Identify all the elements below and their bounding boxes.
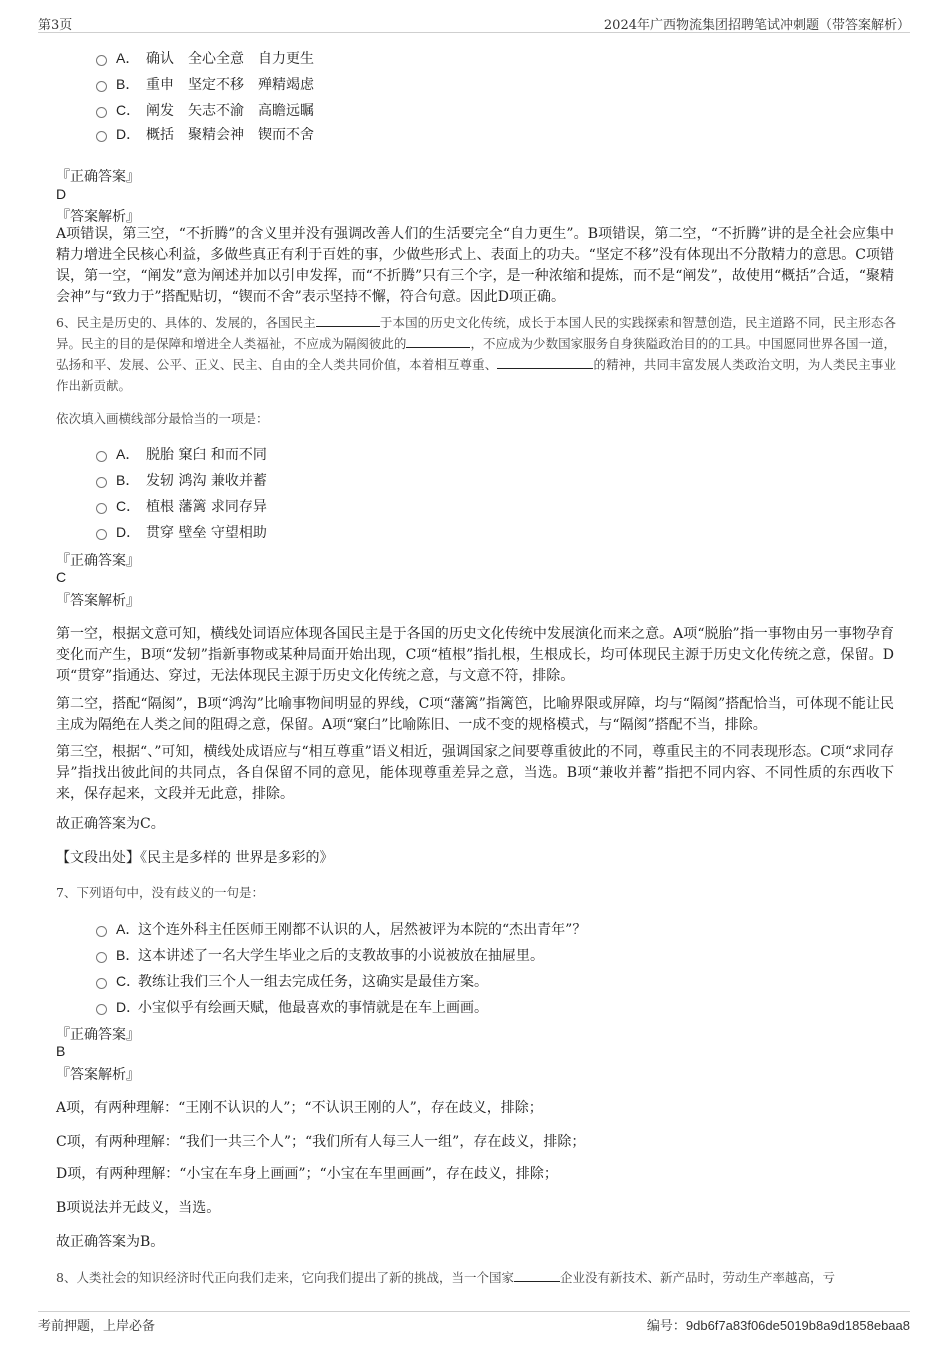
q7-analysis-3: D项，有两种理解：“小宝在车身上画画”；“小宝在车里画画”，存在歧义，排除； (56, 1166, 558, 1182)
radio-icon[interactable] (96, 451, 107, 462)
q6-answer-label: 『正确答案』 (56, 553, 140, 569)
q7-analysis-1: A项，有两种理解：“王刚不认识的人”；“不认识王刚的人”，存在歧义，排除； (56, 1100, 543, 1116)
radio-icon[interactable] (96, 477, 107, 488)
q6-option-c[interactable]: C． 植根 藩篱 求同存异 (96, 496, 267, 516)
radio-icon[interactable] (96, 529, 107, 540)
radio-icon[interactable] (96, 926, 107, 937)
q7-answer-label: 『正确答案』 (56, 1027, 140, 1043)
q5-option-a[interactable]: A． 确认 全心全意 自力更生 (96, 48, 314, 68)
q6-answer: C (56, 569, 67, 585)
document-code: 编号：9db6f7a83f06de5019b8a9d1858ebaa8 (646, 1317, 910, 1334)
q7-analysis-label: 『答案解析』 (56, 1067, 140, 1083)
radio-icon[interactable] (96, 81, 107, 92)
blank-q8 (514, 1269, 560, 1282)
radio-icon[interactable] (96, 55, 107, 66)
blank-2 (406, 335, 470, 348)
q6-option-a[interactable]: A． 脱胎 窠臼 和而不同 (96, 444, 267, 464)
document-title: 2024年广西物流集团招聘笔试冲刺题（带答案解析） (603, 18, 910, 33)
radio-icon[interactable] (96, 952, 107, 963)
q5-analysis: A项错误，第三空，“不折腾”的含义里并没有强调改善人们的生活要完全“自力更生”。B项错误，第二空，“不折腾”讲的是全社会应集中精力增进全民核心利益，多做些真正有利于百姓的事，少做些形式上、表面上的功夫。“坚定不移”没有体现出不分散精力的意思。C项错误，第一空，“阐发”意为阐述并加以引申发挥，而“不折腾”只有三个字，是一种浓缩和提炼，而不是“阐发”，故使用“概括”合适，“聚精会神”与“致力于”搭配贴切，“锲而不舍”表示坚持不懈，符合句意。因此D项正确。 (56, 226, 894, 305)
radio-icon[interactable] (96, 131, 107, 142)
page-number: 第3页 (38, 18, 73, 33)
blank-1 (316, 314, 380, 327)
q5-option-b[interactable]: B． 重申 坚定不移 殚精竭虑 (96, 74, 314, 94)
q6-option-b[interactable]: B． 发轫 鸿沟 兼收并蓄 (96, 470, 267, 490)
blank-3 (497, 356, 593, 369)
q5-option-c[interactable]: C． 阐发 矢志不渝 高瞻远瞩 (96, 100, 314, 120)
q6-option-d[interactable]: D． 贯穿 壁垒 守望相助 (96, 522, 267, 542)
q7-analysis-4: B项说法并无歧义，当选。 (56, 1200, 221, 1216)
q6-analysis-1: 第一空，根据文意可知，横线处词语应体现各国民主是于各国的历史文化传统中发展演化而来之意。A项“脱胎”指一事物由另一事物孕育变化而产生，B项“发轫”指新事物或某种局面开始出现，C项“植根”指扎根，生根成长，均可体现民主源于历史文化传统之意，保留。D项“贯穿”指通达、穿过，无法体现民主源于历史文化传统之意，与文意不符，排除。 (56, 626, 894, 684)
radio-icon[interactable] (96, 1004, 107, 1015)
radio-icon[interactable] (96, 978, 107, 989)
q6-analysis-3: 第三空，根据“、”可知，横线处成语应与“相互尊重”语义相近，强调国家之间要尊重彼此的不同，尊重民主的不同表现形态。C项“求同存异”指找出彼此间的共同点，各自保留不同的意见，能体现尊重差异之意，当选。B项“兼收并蓄”指把不同内容、不同性质的东西收下来，保存起来，文段并无此意，排除。 (56, 744, 894, 802)
q7-conclusion: 故正确答案为B。 (56, 1234, 165, 1250)
q6-instruction: 依次填入画横线部分最恰当的一项是： (56, 411, 269, 426)
q7-option-b[interactable]: B． 这本讲述了一名大学生毕业之后的支教故事的小说被放在抽屉里。 (96, 945, 544, 965)
q5-answer-label: 『正确答案』 (56, 169, 140, 185)
q5-option-d[interactable]: D． 概括 聚精会神 锲而不舍 (96, 124, 314, 144)
q5-analysis-label: 『答案解析』 (56, 209, 140, 225)
q7-analysis-2: C项，有两种理解：“我们一共三个人”；“我们所有人每三人一组”，存在歧义，排除； (56, 1134, 586, 1150)
radio-icon[interactable] (96, 107, 107, 118)
q6-stem: 6、民主是历史的、具体的、发展的，各国民主 于本国的历史文化传统，成长于本国人民的实践探索和智慧创造，民主道路不同，民主形态各异。民主的目的是保障和增进全人类福祉，不应成为隔阂彼此的 ，不应成为少数国家服务自身狭隘政治目的的工具。中国愿同世界各国一道，弘扬和平、发展、公平、正义、民主、自由的全人类共同价值，本着相互尊重、 的精神，共同丰富发展人类政治文明，为人类民主事业作出新贡献。 (56, 315, 896, 393)
page-footer (38, 1311, 910, 1336)
q6-conclusion: 故正确答案为C。 (56, 816, 165, 832)
q5-answer: D (56, 186, 67, 202)
q6-source: 【文段出处】《民主是多样的 世界是多彩的》 (56, 850, 334, 866)
q7-option-c[interactable]: C． 教练让我们三个人一组去完成任务，这确实是最佳方案。 (96, 971, 488, 991)
q7-option-a[interactable]: A． 这个连外科主任医师王刚都不认识的人，居然被评为本院的“杰出青年”？ (96, 919, 586, 939)
radio-icon[interactable] (96, 503, 107, 514)
footer-slogan: 考前押题，上岸必备 (38, 1318, 156, 1334)
page-header (38, 14, 910, 33)
q6-analysis-2: 第二空，搭配“隔阂”，B项“鸿沟”比喻事物间明显的界线，C项“藩篱”指篱笆，比喻界限或屏障，均与“隔阂”搭配恰当，可体现不能让民主成为隔绝在人类之间的阻碍之意，保留。A项“窠臼”比喻陈旧、一成不变的规格模式，与“隔阂”搭配不当，排除。 (56, 696, 894, 733)
q7-stem: 7、下列语句中，没有歧义的一句是： (56, 885, 264, 900)
q8-stem: 8、人类社会的知识经济时代正向我们走来，它向我们提出了新的挑战，当一个国家 企业没有新技术、新产品时，劳动生产率越高，亏 (56, 1270, 835, 1285)
q7-answer: B (56, 1043, 66, 1059)
q6-analysis-label: 『答案解析』 (56, 593, 140, 609)
q7-option-d[interactable]: D． 小宝似乎有绘画天赋，他最喜欢的事情就是在车上画画。 (96, 997, 488, 1017)
